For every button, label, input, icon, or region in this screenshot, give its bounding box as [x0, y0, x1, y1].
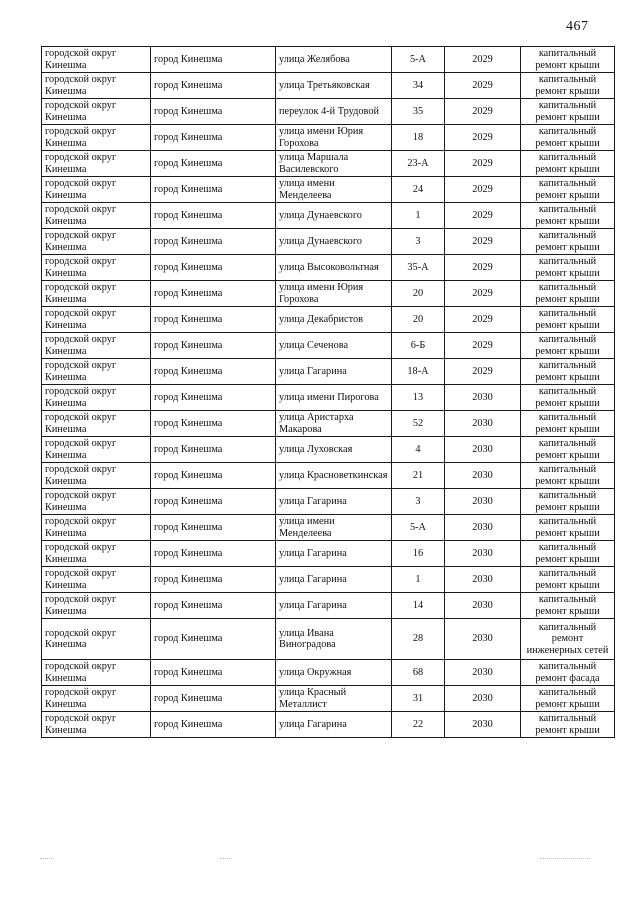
year-cell: 2029: [445, 151, 521, 177]
year-cell: 2029: [445, 255, 521, 281]
work-type-cell: капитальный ремонт крыши: [521, 47, 615, 73]
district-cell: городской округ Кинешма: [42, 203, 151, 229]
city-cell: город Кинешма: [151, 333, 276, 359]
city-cell: город Кинешма: [151, 255, 276, 281]
work-type-cell: капитальный ремонт крыши: [521, 333, 615, 359]
street-cell: улица Декабристов: [276, 307, 392, 333]
city-cell: город Кинешма: [151, 489, 276, 515]
table-body: [42, 47, 615, 738]
year-cell: 2029: [445, 281, 521, 307]
city-cell: город Кинешма: [151, 541, 276, 567]
district-cell: городской округ Кинешма: [42, 47, 151, 73]
city-cell: город Кинешма: [151, 437, 276, 463]
table-row: [42, 437, 615, 463]
city-cell: город Кинешма: [151, 177, 276, 203]
table-row: [42, 203, 615, 229]
street-cell: улица Маршала Василевского: [276, 151, 392, 177]
street-cell: улица Желябова: [276, 47, 392, 73]
house-number-cell: 1: [392, 567, 445, 593]
district-cell: городской округ Кинешма: [42, 333, 151, 359]
work-type-cell: капитальный ремонт крыши: [521, 229, 615, 255]
district-cell: городской округ Кинешма: [42, 307, 151, 333]
work-type-cell: капитальный ремонт крыши: [521, 712, 615, 738]
city-cell: город Кинешма: [151, 47, 276, 73]
year-cell: 2030: [445, 541, 521, 567]
district-cell: городской округ Кинешма: [42, 99, 151, 125]
year-cell: 2029: [445, 307, 521, 333]
street-cell: улица Сеченова: [276, 333, 392, 359]
street-cell: улица имени Менделеева: [276, 515, 392, 541]
table-row: [42, 281, 615, 307]
work-type-cell: капитальный ремонт крыши: [521, 515, 615, 541]
district-cell: городской округ Кинешма: [42, 660, 151, 686]
house-number-cell: 3: [392, 229, 445, 255]
city-cell: город Кинешма: [151, 567, 276, 593]
district-cell: городской округ Кинешма: [42, 463, 151, 489]
scan-artifact-dots: [220, 858, 232, 860]
table-row: [42, 47, 615, 73]
street-cell: улица имени Менделеева: [276, 177, 392, 203]
work-type-cell: капитальный ремонт крыши: [521, 281, 615, 307]
city-cell: город Кинешма: [151, 307, 276, 333]
year-cell: 2030: [445, 385, 521, 411]
street-cell: улица Гагарина: [276, 567, 392, 593]
work-type-cell: капитальный ремонт крыши: [521, 437, 615, 463]
street-cell: улица Дунаевского: [276, 229, 392, 255]
table-row: [42, 660, 615, 686]
work-type-cell: капитальный ремонт крыши: [521, 385, 615, 411]
work-type-cell: капитальный ремонт фасада: [521, 660, 615, 686]
table-row: [42, 686, 615, 712]
year-cell: 2030: [445, 712, 521, 738]
year-cell: 2029: [445, 47, 521, 73]
work-type-cell: капитальный ремонт крыши: [521, 359, 615, 385]
table-row: [42, 489, 615, 515]
street-cell: улица имени Юрия Горохова: [276, 125, 392, 151]
house-number-cell: 13: [392, 385, 445, 411]
district-cell: городской округ Кинешма: [42, 619, 151, 660]
work-type-cell: капитальный ремонт инженерных сетей: [521, 619, 615, 660]
work-type-cell: капитальный ремонт крыши: [521, 463, 615, 489]
city-cell: город Кинешма: [151, 712, 276, 738]
district-cell: городской округ Кинешма: [42, 359, 151, 385]
year-cell: 2029: [445, 229, 521, 255]
district-cell: городской округ Кинешма: [42, 686, 151, 712]
work-type-cell: капитальный ремонт крыши: [521, 255, 615, 281]
house-number-cell: 23-А: [392, 151, 445, 177]
house-number-cell: 18: [392, 125, 445, 151]
street-cell: улица Гагарина: [276, 359, 392, 385]
table-row: [42, 385, 615, 411]
house-number-cell: 6-Б: [392, 333, 445, 359]
street-cell: улица Гагарина: [276, 712, 392, 738]
district-cell: городской округ Кинешма: [42, 489, 151, 515]
house-number-cell: 34: [392, 73, 445, 99]
house-number-cell: 21: [392, 463, 445, 489]
house-number-cell: 1: [392, 203, 445, 229]
year-cell: 2030: [445, 593, 521, 619]
table-row: [42, 99, 615, 125]
district-cell: городской округ Кинешма: [42, 411, 151, 437]
district-cell: городской округ Кинешма: [42, 712, 151, 738]
year-cell: 2029: [445, 359, 521, 385]
house-number-cell: 68: [392, 660, 445, 686]
district-cell: городской округ Кинешма: [42, 229, 151, 255]
street-cell: улица Гагарина: [276, 593, 392, 619]
house-number-cell: 5-А: [392, 515, 445, 541]
year-cell: 2029: [445, 177, 521, 203]
city-cell: город Кинешма: [151, 686, 276, 712]
year-cell: 2030: [445, 489, 521, 515]
year-cell: 2030: [445, 515, 521, 541]
district-cell: городской округ Кинешма: [42, 437, 151, 463]
year-cell: 2029: [445, 99, 521, 125]
city-cell: город Кинешма: [151, 593, 276, 619]
work-type-cell: капитальный ремонт крыши: [521, 567, 615, 593]
year-cell: 2030: [445, 437, 521, 463]
district-cell: городской округ Кинешма: [42, 281, 151, 307]
street-cell: улица Луховская: [276, 437, 392, 463]
city-cell: город Кинешма: [151, 229, 276, 255]
street-cell: улица Высоковольтная: [276, 255, 392, 281]
house-number-cell: 3: [392, 489, 445, 515]
house-number-cell: 24: [392, 177, 445, 203]
house-number-cell: 14: [392, 593, 445, 619]
city-cell: город Кинешма: [151, 411, 276, 437]
year-cell: 2029: [445, 73, 521, 99]
district-cell: городской округ Кинешма: [42, 125, 151, 151]
scan-artifact-dots: [540, 858, 590, 860]
street-cell: переулок 4-й Трудовой: [276, 99, 392, 125]
work-type-cell: капитальный ремонт крыши: [521, 541, 615, 567]
table-row: [42, 151, 615, 177]
street-cell: улица Аристарха Макарова: [276, 411, 392, 437]
street-cell: улица имени Юрия Горохова: [276, 281, 392, 307]
house-number-cell: 31: [392, 686, 445, 712]
street-cell: улица Красноветкинская: [276, 463, 392, 489]
work-type-cell: капитальный ремонт крыши: [521, 73, 615, 99]
house-number-cell: 18-А: [392, 359, 445, 385]
city-cell: город Кинешма: [151, 125, 276, 151]
district-cell: городской округ Кинешма: [42, 255, 151, 281]
district-cell: городской округ Кинешма: [42, 151, 151, 177]
city-cell: город Кинешма: [151, 151, 276, 177]
city-cell: город Кинешма: [151, 359, 276, 385]
house-number-cell: 22: [392, 712, 445, 738]
table-row: [42, 73, 615, 99]
district-cell: городской округ Кинешма: [42, 593, 151, 619]
table-row: [42, 125, 615, 151]
scan-artifact-dots: [40, 858, 52, 860]
year-cell: 2029: [445, 203, 521, 229]
table-row: [42, 359, 615, 385]
house-number-cell: 5-А: [392, 47, 445, 73]
district-cell: городской округ Кинешма: [42, 73, 151, 99]
house-number-cell: 16: [392, 541, 445, 567]
street-cell: улица Ивана Виноградова: [276, 619, 392, 660]
year-cell: 2029: [445, 333, 521, 359]
house-number-cell: 4: [392, 437, 445, 463]
table-row: [42, 541, 615, 567]
street-cell: улица Гагарина: [276, 489, 392, 515]
table-row: [42, 333, 615, 359]
street-cell: улица имени Пирогова: [276, 385, 392, 411]
work-type-cell: капитальный ремонт крыши: [521, 307, 615, 333]
year-cell: 2030: [445, 686, 521, 712]
repair-schedule-table: [41, 46, 615, 738]
work-type-cell: капитальный ремонт крыши: [521, 489, 615, 515]
street-cell: улица Гагарина: [276, 541, 392, 567]
year-cell: 2030: [445, 619, 521, 660]
work-type-cell: капитальный ремонт крыши: [521, 411, 615, 437]
work-type-cell: капитальный ремонт крыши: [521, 686, 615, 712]
table-row: [42, 593, 615, 619]
table-row: [42, 619, 615, 660]
city-cell: город Кинешма: [151, 203, 276, 229]
city-cell: город Кинешма: [151, 73, 276, 99]
year-cell: 2030: [445, 411, 521, 437]
street-cell: улица Окружная: [276, 660, 392, 686]
table-row: [42, 307, 615, 333]
street-cell: улица Третьяковская: [276, 73, 392, 99]
table-row: [42, 411, 615, 437]
district-cell: городской округ Кинешма: [42, 515, 151, 541]
house-number-cell: 52: [392, 411, 445, 437]
table-row: [42, 463, 615, 489]
city-cell: город Кинешма: [151, 463, 276, 489]
year-cell: 2029: [445, 125, 521, 151]
city-cell: город Кинешма: [151, 99, 276, 125]
year-cell: 2030: [445, 567, 521, 593]
house-number-cell: 28: [392, 619, 445, 660]
district-cell: городской округ Кинешма: [42, 541, 151, 567]
house-number-cell: 20: [392, 281, 445, 307]
district-cell: городской округ Кинешма: [42, 567, 151, 593]
table-row: [42, 229, 615, 255]
table-row: [42, 177, 615, 203]
city-cell: город Кинешма: [151, 281, 276, 307]
house-number-cell: 35-А: [392, 255, 445, 281]
city-cell: город Кинешма: [151, 515, 276, 541]
work-type-cell: капитальный ремонт крыши: [521, 203, 615, 229]
district-cell: городской округ Кинешма: [42, 385, 151, 411]
work-type-cell: капитальный ремонт крыши: [521, 99, 615, 125]
city-cell: город Кинешма: [151, 660, 276, 686]
street-cell: улица Красный Металлист: [276, 686, 392, 712]
work-type-cell: капитальный ремонт крыши: [521, 151, 615, 177]
house-number-cell: 35: [392, 99, 445, 125]
year-cell: 2030: [445, 660, 521, 686]
street-cell: улица Дунаевского: [276, 203, 392, 229]
city-cell: город Кинешма: [151, 619, 276, 660]
table-row: [42, 567, 615, 593]
city-cell: город Кинешма: [151, 385, 276, 411]
work-type-cell: капитальный ремонт крыши: [521, 177, 615, 203]
work-type-cell: капитальный ремонт крыши: [521, 593, 615, 619]
table-row: [42, 712, 615, 738]
table-row: [42, 255, 615, 281]
table-row: [42, 515, 615, 541]
page-number: 467: [566, 19, 589, 34]
district-cell: городской округ Кинешма: [42, 177, 151, 203]
work-type-cell: капитальный ремонт крыши: [521, 125, 615, 151]
house-number-cell: 20: [392, 307, 445, 333]
year-cell: 2030: [445, 463, 521, 489]
